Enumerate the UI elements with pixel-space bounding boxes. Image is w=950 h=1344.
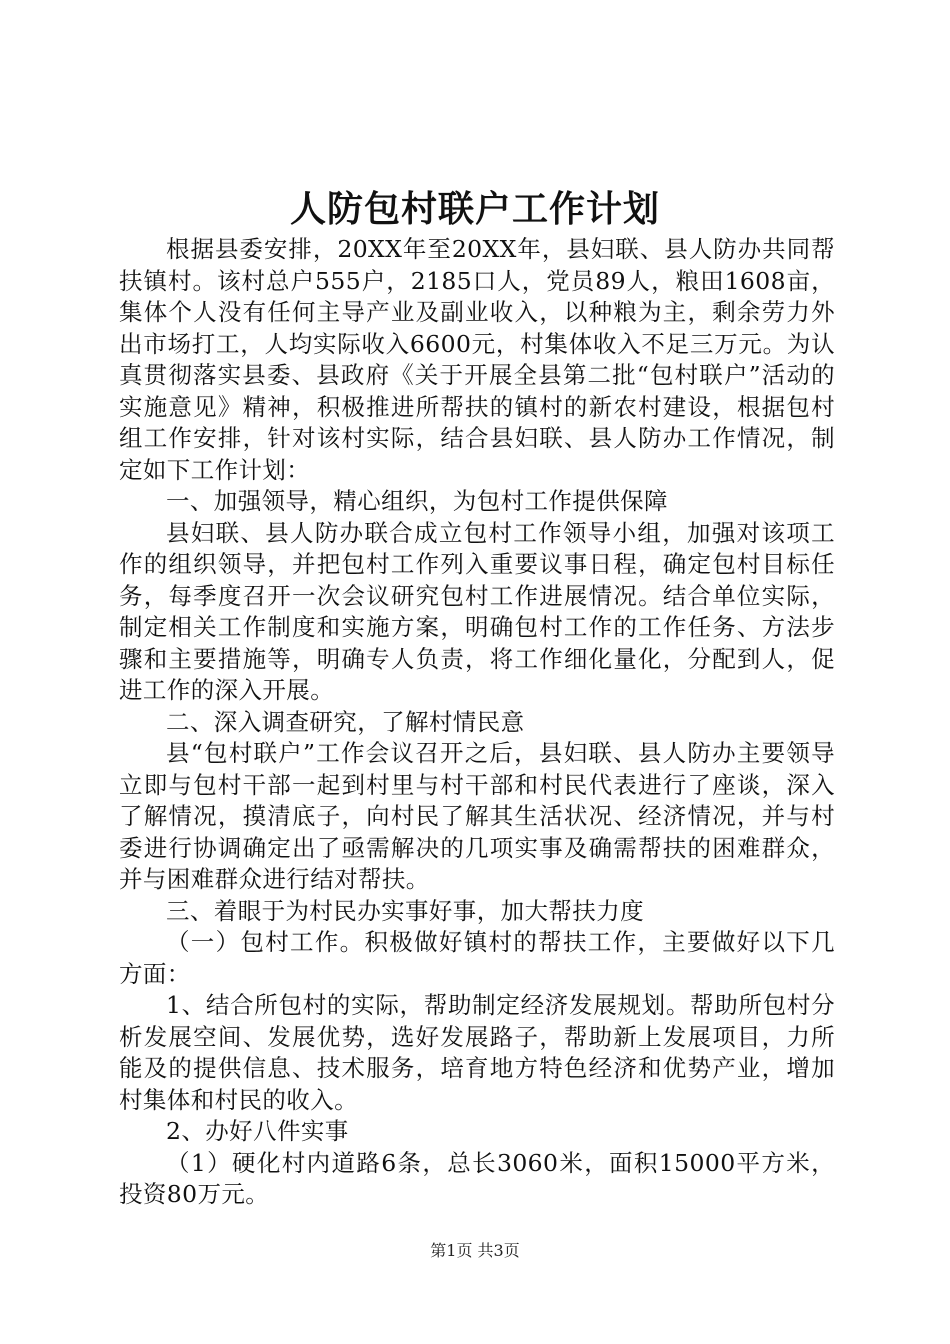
heading-section-1: 一、加强领导，精心组织，为包村工作提供保障 bbox=[166, 487, 668, 515]
heading-section-2: 二、深入调查研究，了解村情民意 bbox=[166, 707, 525, 736]
document-body bbox=[119, 234, 835, 1211]
heading-section-3: 三、着眼于为村民办实事好事，加大帮扶力度 bbox=[166, 896, 644, 925]
paragraph-intro: 根据县委安排，20XX年至20XX年，县妇联、县人防办共同帮扶镇村。该村总户555户，2185口人，党员89人，粮田1608亩，集体个人没有任何主导产业及副业收入，以种粮为主，剩余劳力外出市场打工，人均实际收入6600元，村集体收入不足三万元。为认真贯彻落实县委、县政府《关于开展全县第二批“包村联户”活动的实施意见》精神，积极推进所帮扶的镇村的新农村建设，根据包村组工作安排，针对该村实际，结合县妇联、县人防办工作情况，制定如下工作计划： bbox=[119, 235, 835, 484]
page-footer: 第1页 共3页 bbox=[430, 1241, 520, 1260]
paragraph-item-1: 1、结合所包村的实际，帮助制定经济发展规划。帮助所包村分析发展空间、发展优势，选好发展路子，帮助新上发展项目，力所能及的提供信息、技术服务，培育地方特色经济和优势产业，增加村集体和村民的收入。 bbox=[119, 991, 835, 1114]
paragraph-item-2: 2、办好八件实事 bbox=[166, 1117, 349, 1145]
subheading-village-work: （一）包村工作。积极做好镇村的帮扶工作，主要做好以下几方面： bbox=[119, 928, 835, 988]
paragraph-item-2-1: （1）硬化村内道路6条，总长3060米，面积15000平方米，投资80万元。 bbox=[119, 1148, 835, 1208]
paragraph-section-2: 县“包村联户”工作会议召开之后，县妇联、县人防办主要领导立即与包村干部一起到村里与村干部和村民代表进行了座谈，深入了解情况，摸清底子，向村民了解其生活状况、经济情况，并与村委进行协调确定出了亟需解决的几项实事及确需帮扶的困难群众，并与困难群众进行结对帮扶。 bbox=[119, 739, 835, 893]
paragraph-section-1: 县妇联、县人防办联合成立包村工作领导小组，加强对该项工作的组织领导，并把包村工作列入重要议事日程，确定包村目标任务，每季度召开一次会议研究包村工作进展情况。结合单位实际，制定相关工作制度和实施方案，明确包村工作的工作任务、方法步骤和主要措施等，明确专人负责，将工作细化量化，分配到人，促进工作的深入开展。 bbox=[119, 518, 835, 704]
document-title: 人防包村联户工作计划 bbox=[289, 188, 660, 230]
